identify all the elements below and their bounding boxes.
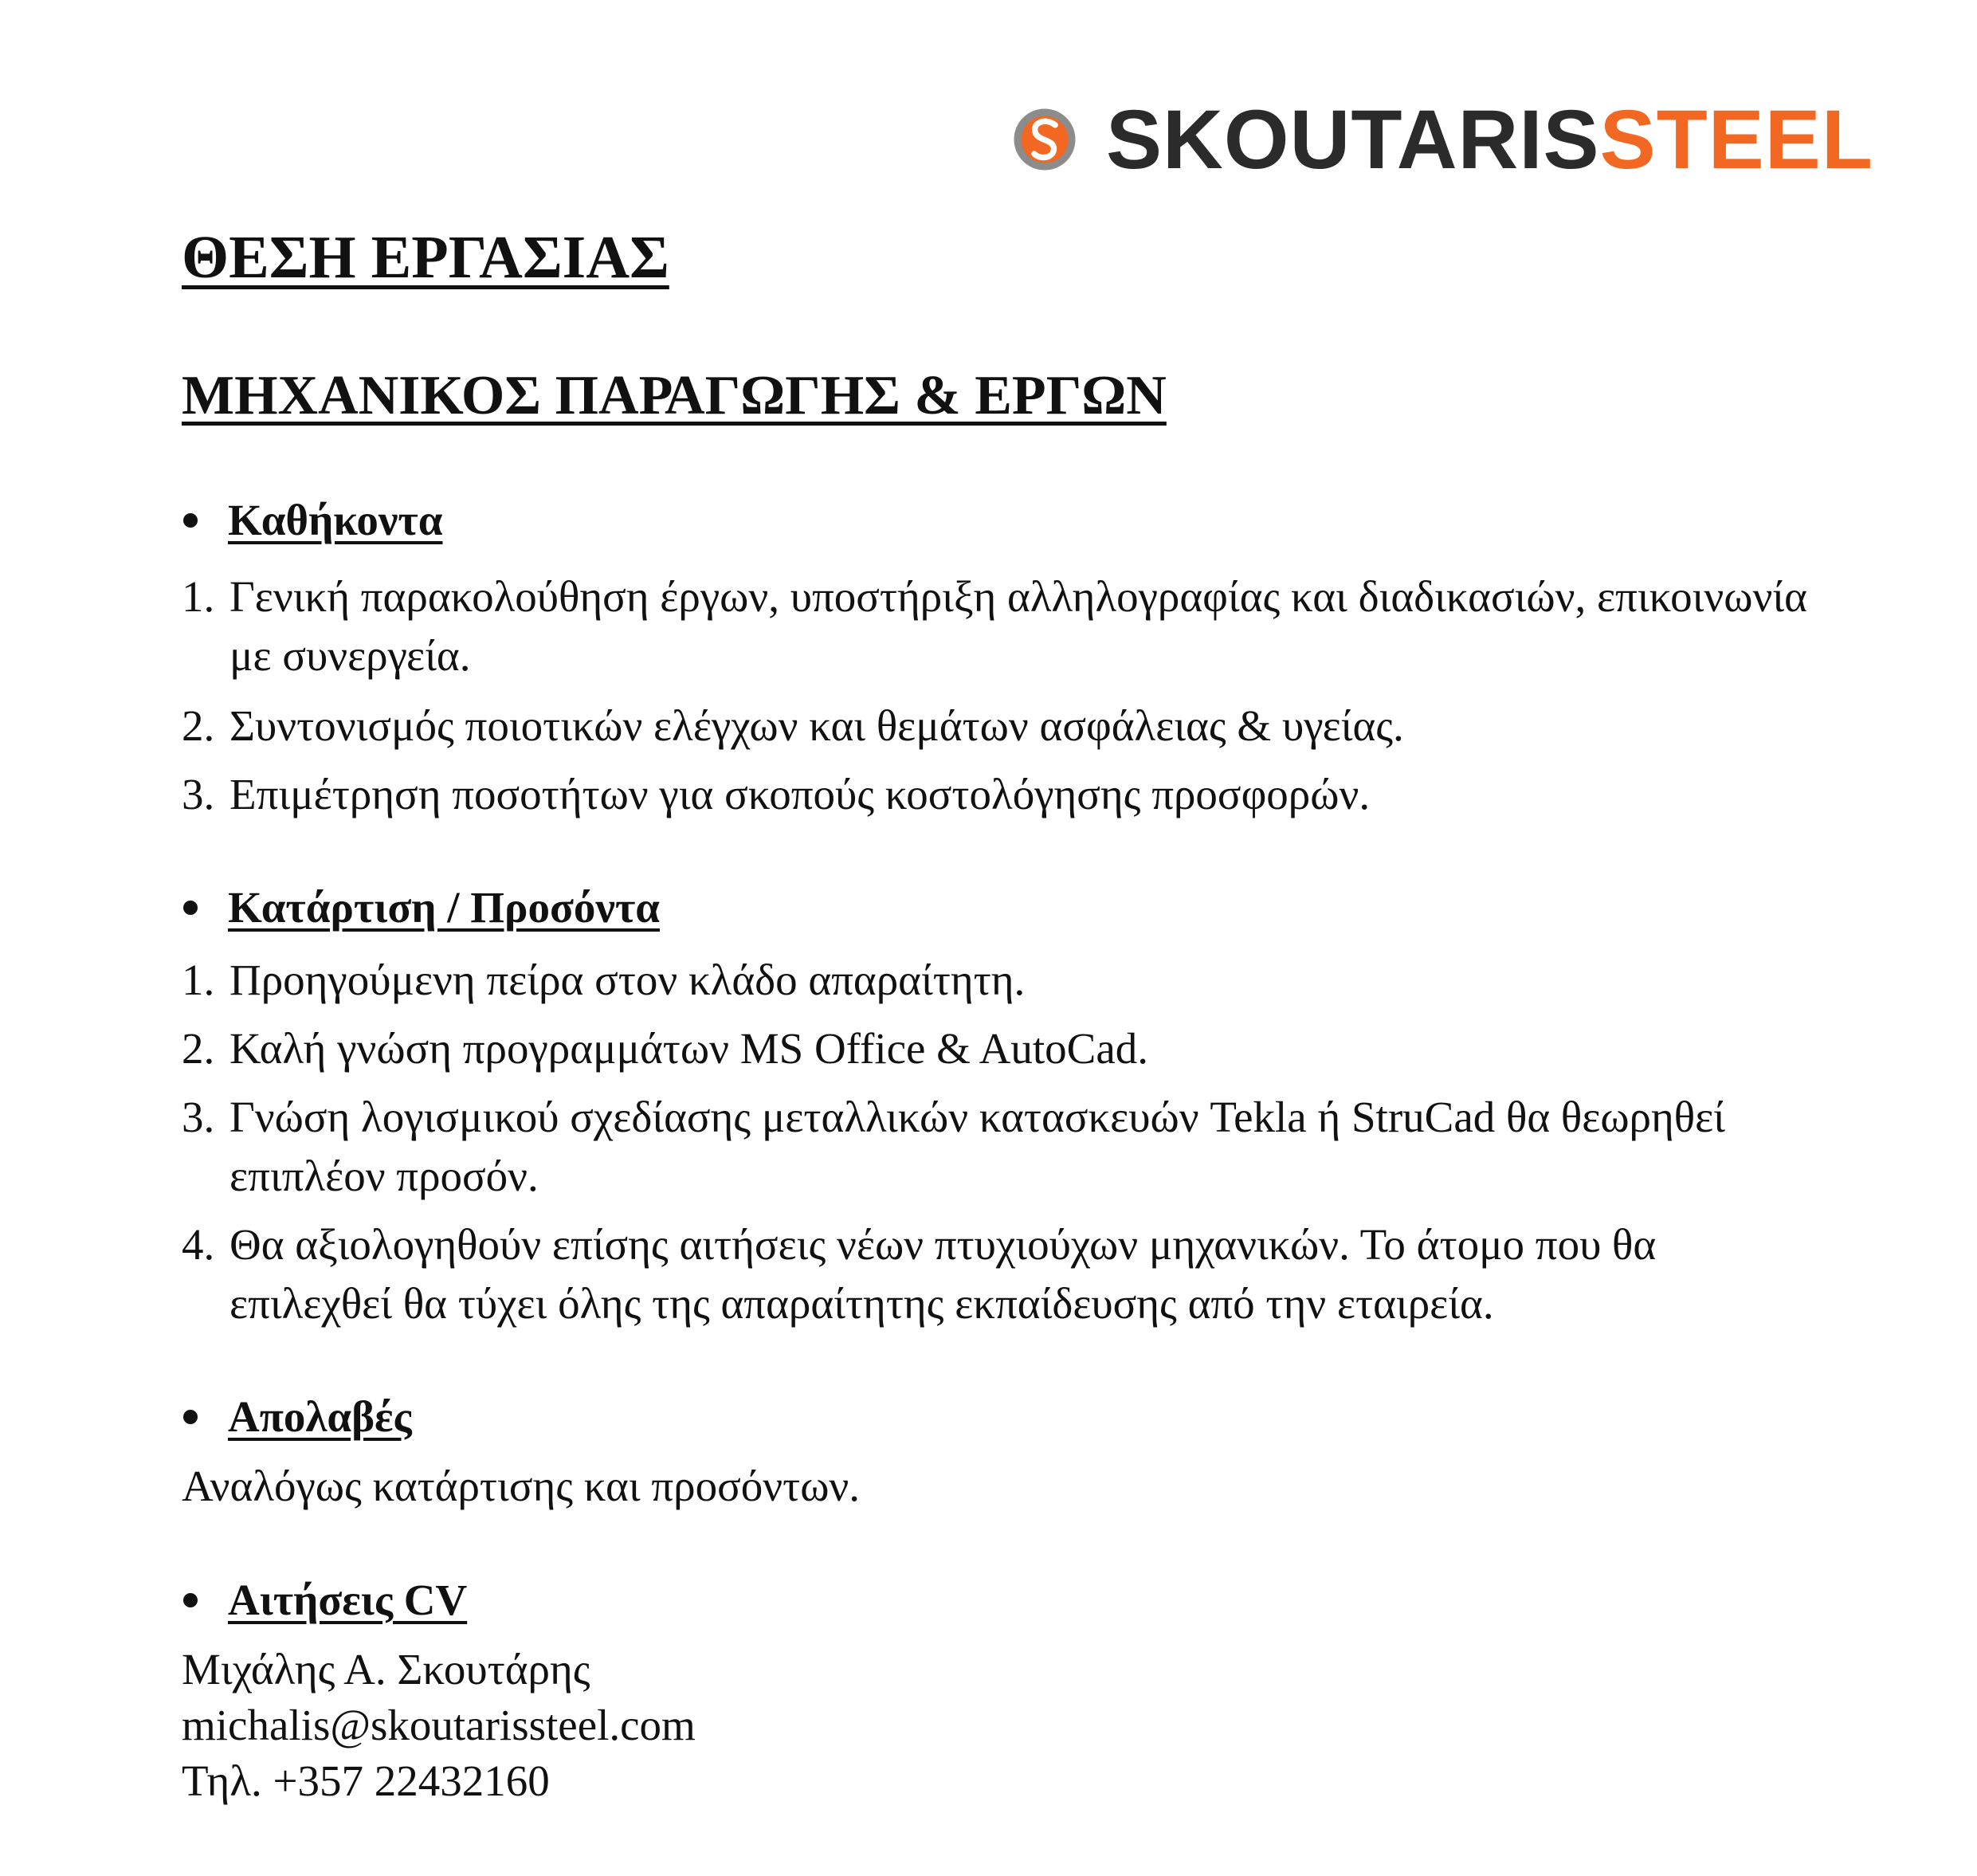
list-item-text: Γνώση λογισμικού σχεδίασης μεταλλικών κατασκευών Tekla ή StruCad θα θεωρηθεί επιπλέον προσόν. (229, 1093, 1725, 1200)
list-item-text: Επιμέτρηση ποσοτήτων για σκοπούς κοστολόγησης προσφορών. (229, 770, 1371, 818)
section-heading-applications (182, 1574, 467, 1627)
company-logo (1012, 92, 1873, 186)
job-title: ΜΗΧΑΝΙΚΟΣ ΠΑΡΑΓΩΓΗΣ & ΕΡΓΩΝ (182, 365, 1167, 426)
list-item-text: Συντονισμός ποιοτικών ελέγχων και θεμάτων ασφάλειας & υγείας. (229, 701, 1404, 750)
list-item-number: 3. (182, 1093, 215, 1141)
bullet-icon (183, 901, 198, 915)
list-item (182, 697, 1815, 756)
logo-text-orange: STEEL (1599, 92, 1873, 186)
bullet-icon (183, 1410, 198, 1424)
contact-phone: Τηλ. +357 22432160 (182, 1756, 550, 1805)
skoutaris-s-logo-icon (1012, 107, 1077, 172)
section-heading-text: Καθήκοντα (228, 496, 443, 544)
list-item (182, 951, 1815, 1010)
list-item-number: 2. (182, 701, 215, 750)
contact-name: Μιχάλης Α. Σκουτάρης (182, 1645, 590, 1694)
list-item (182, 567, 1815, 685)
list-item (182, 765, 1815, 824)
list-item-text: Θα αξιολογηθούν επίσης αιτήσεις νέων πτυχιούχων μηχανικών. Το άτομο που θα επιλεχθεί θα τύχει όλης της απαραίτητης εκπαίδευσης από την εταιρεία. (229, 1220, 1657, 1328)
section-heading-duties (182, 494, 442, 547)
list-item-number: 4. (182, 1220, 215, 1269)
section-heading-text: Κατάρτιση / Προσόντα (228, 883, 660, 932)
list-item (182, 1215, 1815, 1333)
section-heading-benefits (182, 1391, 412, 1443)
logo-wordmark (1106, 92, 1873, 186)
list-item-text: Γενική παρακολούθηση έργων, υποστήριξη αλληλογραφίας και διαδικασιών, επικοινωνία με συνεργεία. (229, 572, 1807, 680)
list-item (182, 1088, 1815, 1206)
bullet-icon (183, 513, 198, 528)
section-heading-qualifications (182, 881, 660, 934)
benefits-text: Αναλόγως κατάρτισης και προσόντων. (182, 1462, 861, 1510)
list-item-number: 1. (182, 572, 215, 621)
list-item-text: Προηγούμενη πείρα στον κλάδο απαραίτητη. (229, 956, 1026, 1004)
list-item-text: Καλή γνώση προγραμμάτων MS Office & AutoCad. (229, 1024, 1149, 1073)
list-item-number: 2. (182, 1024, 215, 1073)
logo-text-dark: SKOUTARIS (1106, 92, 1600, 186)
section-heading-text: Αιτήσεις CV (228, 1576, 468, 1624)
bullet-icon (183, 1593, 198, 1607)
list-item-number: 1. (182, 956, 215, 1004)
contact-email[interactable]: michalis@skoutarissteel.com (182, 1701, 696, 1749)
section-heading-text: Απολαβές (228, 1392, 412, 1441)
list-item-number: 3. (182, 770, 215, 818)
list-item (182, 1019, 1815, 1078)
document-title: ΘΕΣΗ ΕΡΓΑΣΙΑΣ (182, 224, 669, 291)
